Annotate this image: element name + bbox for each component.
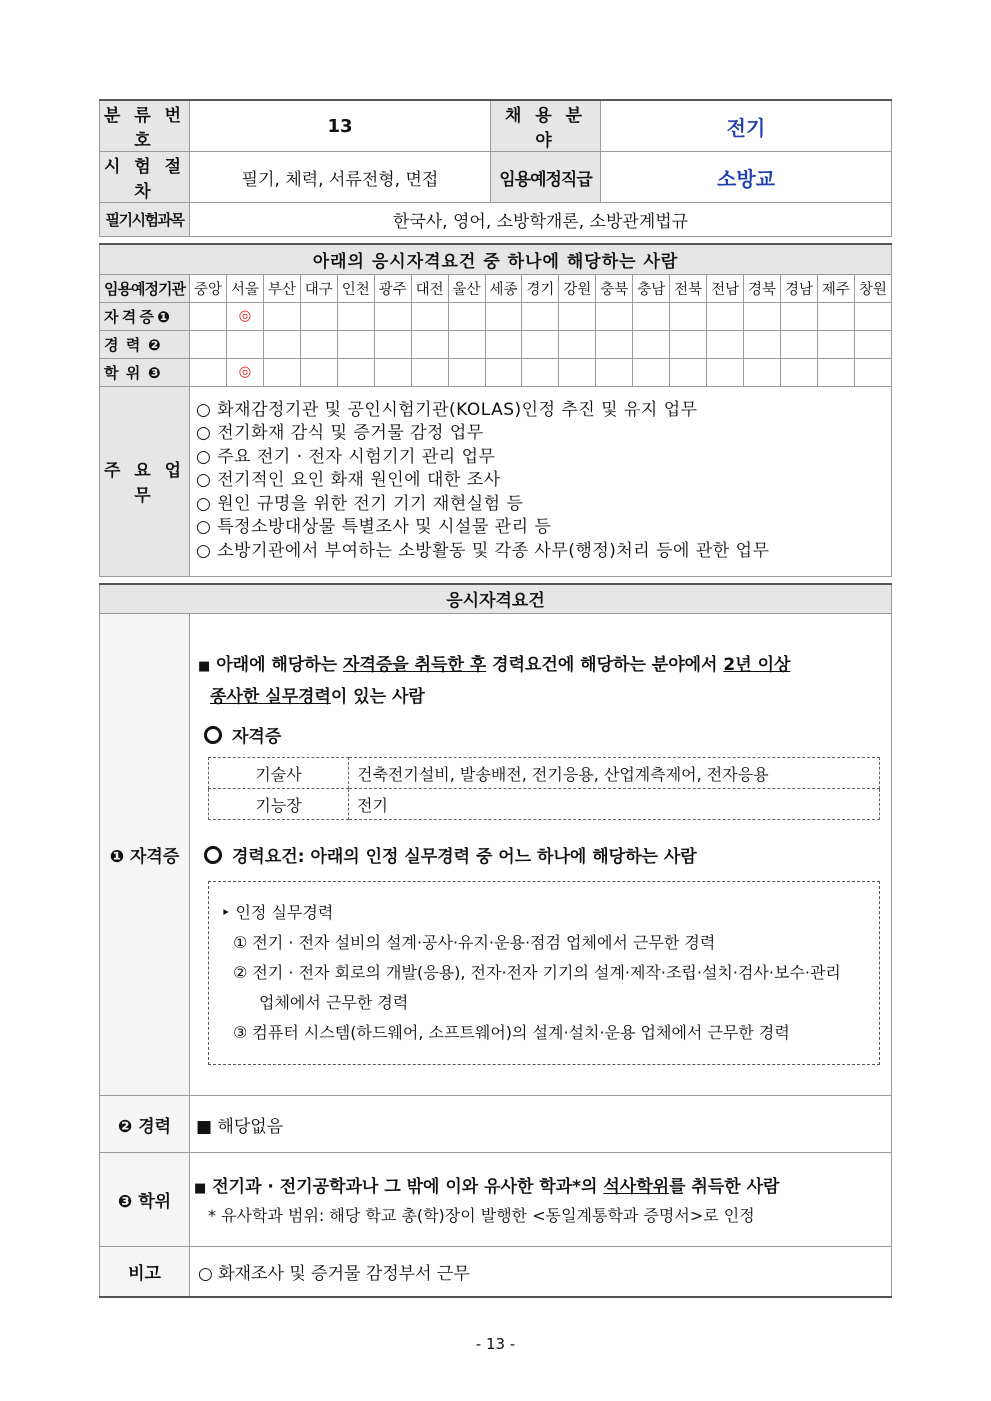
cert-text: 이 있는 사람 bbox=[330, 687, 425, 707]
degree-text-underlined: 석사학위 bbox=[603, 1176, 670, 1197]
region-mark bbox=[817, 358, 854, 386]
region-mark bbox=[670, 302, 707, 330]
region-mark bbox=[596, 302, 633, 330]
requirements-table bbox=[99, 583, 892, 1298]
procedure-label: 시 험 절 차 bbox=[100, 152, 190, 203]
header-table bbox=[99, 99, 892, 237]
duty-item: ○ 화재감정기관 및 공인시험기관(KOLAS)인정 추진 및 유지 업무 bbox=[196, 399, 698, 420]
cert-list: 건축전기설비, 발송배전, 전기응용, 산업계측제어, 전자응용 bbox=[349, 758, 880, 789]
region-name: 대전 bbox=[411, 274, 448, 302]
region-mark bbox=[854, 330, 891, 358]
region-name: 세종 bbox=[485, 274, 522, 302]
region-mark bbox=[337, 330, 374, 358]
experience-value: ■ 해당없음 bbox=[190, 1096, 892, 1153]
region-mark bbox=[300, 330, 337, 358]
region-mark bbox=[300, 302, 337, 330]
region-mark bbox=[781, 358, 818, 386]
region-name: 경기 bbox=[522, 274, 559, 302]
region-mark bbox=[522, 302, 559, 330]
region-table bbox=[99, 243, 892, 577]
experience-subheading bbox=[204, 842, 885, 867]
cert-section bbox=[190, 614, 892, 1096]
region-mark bbox=[300, 358, 337, 386]
region-mark bbox=[817, 302, 854, 330]
duty-item: ○ 소방기관에서 부여하는 소방활동 및 각종 사무(행정)처리 등에 관한 업무 bbox=[196, 540, 770, 561]
region-mark bbox=[337, 302, 374, 330]
region-mark bbox=[374, 330, 411, 358]
region-name: 인천 bbox=[337, 274, 374, 302]
region-name: 제주 bbox=[817, 274, 854, 302]
cert-text-underlined: 자격증을 취득한 후 bbox=[343, 655, 487, 675]
region-mark bbox=[559, 302, 596, 330]
experience-item: ③ 컴퓨터 시스템(하드웨어, 소프트웨어)의 설계·설치·운용 업체에서 근무한 경력 bbox=[233, 1023, 790, 1042]
degree-label: ❸ 학위 bbox=[100, 1153, 190, 1247]
region-row-label: 학 위 ❸ bbox=[100, 358, 190, 386]
region-mark bbox=[817, 330, 854, 358]
region-mark bbox=[485, 302, 522, 330]
cert-text: 아래에 해당하는 bbox=[216, 655, 344, 675]
region-mark bbox=[633, 358, 670, 386]
region-name: 경남 bbox=[781, 274, 818, 302]
ring-bullet-icon bbox=[204, 846, 222, 864]
region-mark bbox=[263, 358, 300, 386]
procedure-value: 필기, 체력, 서류전형, 면접 bbox=[190, 152, 491, 203]
eligibility-banner: 아래의 응시자격요건 중 하나에 해당하는 사람 bbox=[100, 244, 892, 274]
cert-list: 전기 bbox=[349, 789, 880, 820]
cert-text: 경력요건에 해당하는 분야에서 bbox=[486, 655, 724, 675]
region-mark bbox=[707, 302, 744, 330]
region-mark bbox=[485, 358, 522, 386]
degree-requirement bbox=[194, 1172, 891, 1204]
cert-list-table bbox=[208, 757, 880, 820]
cert-text-underlined: 종사한 실무경력 bbox=[210, 687, 331, 707]
experience-title: ‣ 인정 실무경력 bbox=[221, 903, 334, 922]
region-name: 충남 bbox=[633, 274, 670, 302]
page-number: - 13 - bbox=[475, 1335, 516, 1353]
cert-text-underlined: 2년 이상 bbox=[723, 655, 791, 675]
duty-item: ○ 원인 규명을 위한 전기 기기 재현실험 등 bbox=[196, 493, 524, 514]
ring-bullet-icon bbox=[204, 726, 222, 744]
duty-item: ○ 전기화재 감식 및 증거물 감정 업무 bbox=[196, 423, 484, 444]
region-row-label: 경 력 ❷ bbox=[100, 330, 190, 358]
region-mark bbox=[263, 302, 300, 330]
cert-label: ❶ 자격증 bbox=[100, 614, 190, 1096]
region-mark bbox=[522, 358, 559, 386]
recruitment-sheet bbox=[99, 99, 892, 1298]
experience-label: ❷ 경력 bbox=[100, 1096, 190, 1153]
degree-text: 전기과 · 전기공학과나 그 밖에 이와 유사한 학과*의 bbox=[212, 1176, 604, 1197]
duty-item: ○ 특정소방대상물 특별조사 및 시설물 관리 등 bbox=[196, 517, 552, 538]
experience-item: ① 전기 · 전자 설비의 설계·공사·유지·운용·점검 업체에서 근무한 경력 bbox=[233, 933, 716, 952]
region-mark bbox=[226, 330, 263, 358]
region-mark bbox=[190, 302, 227, 330]
region-name: 창원 bbox=[854, 274, 891, 302]
region-label: 임용예정기관 bbox=[100, 274, 190, 302]
region-mark bbox=[559, 330, 596, 358]
remarks-value: ○ 화재조사 및 증거물 감정부서 근무 bbox=[190, 1247, 892, 1297]
region-name: 부산 bbox=[263, 274, 300, 302]
field-label: 채 용 분 야 bbox=[491, 100, 601, 152]
experience-subheading-text: 경력요건: 아래의 인정 실무경력 중 어느 하나에 해당하는 사람 bbox=[232, 847, 697, 867]
region-mark bbox=[596, 330, 633, 358]
region-name: 서울 bbox=[226, 274, 263, 302]
region-mark bbox=[190, 330, 227, 358]
square-bullet-icon: ■ bbox=[194, 1180, 207, 1196]
rank-label: 임용예정직급 bbox=[491, 152, 601, 203]
square-bullet-icon: ■ bbox=[198, 659, 211, 674]
region-mark bbox=[633, 330, 670, 358]
region-name: 광주 bbox=[374, 274, 411, 302]
cert-kind: 기능장 bbox=[209, 789, 349, 820]
cert-requirement-cont bbox=[194, 682, 885, 712]
region-row-label: 자 격 증 ❶ bbox=[100, 302, 190, 330]
cert-subheading-text: 자격증 bbox=[232, 727, 282, 747]
subjects-value: 한국사, 영어, 소방학개론, 소방관계법규 bbox=[190, 203, 892, 237]
region-mark bbox=[485, 330, 522, 358]
region-mark bbox=[744, 302, 781, 330]
region-mark: ◎ bbox=[226, 302, 263, 330]
region-mark bbox=[374, 358, 411, 386]
region-mark bbox=[411, 302, 448, 330]
remarks-label: 비고 bbox=[100, 1247, 190, 1297]
region-mark bbox=[707, 358, 744, 386]
region-mark: ◎ bbox=[226, 358, 263, 386]
region-name: 경북 bbox=[744, 274, 781, 302]
rank-value: 소방교 bbox=[601, 152, 892, 203]
requirements-title: 응시자격요건 bbox=[100, 584, 892, 614]
experience-item: 업체에서 근무한 경력 bbox=[259, 993, 409, 1012]
region-mark bbox=[337, 358, 374, 386]
region-row-cert bbox=[100, 302, 892, 330]
region-mark bbox=[707, 330, 744, 358]
region-mark bbox=[411, 330, 448, 358]
region-mark bbox=[263, 330, 300, 358]
region-name: 강원 bbox=[559, 274, 596, 302]
region-name: 전북 bbox=[670, 274, 707, 302]
region-name: 울산 bbox=[448, 274, 485, 302]
degree-section bbox=[190, 1153, 892, 1247]
cert-kind: 기술사 bbox=[209, 758, 349, 789]
region-mark bbox=[448, 358, 485, 386]
region-mark bbox=[190, 358, 227, 386]
region-mark bbox=[596, 358, 633, 386]
region-mark bbox=[670, 330, 707, 358]
region-mark bbox=[374, 302, 411, 330]
region-mark bbox=[448, 302, 485, 330]
subjects-label: 필기시험과목 bbox=[100, 203, 190, 237]
region-mark bbox=[744, 330, 781, 358]
class-no-value: 13 bbox=[190, 100, 491, 152]
duties-label: 주 요 업 무 bbox=[100, 386, 190, 576]
region-mark bbox=[411, 358, 448, 386]
region-mark bbox=[854, 302, 891, 330]
region-name: 전남 bbox=[707, 274, 744, 302]
region-mark bbox=[744, 358, 781, 386]
region-row-degree bbox=[100, 358, 892, 386]
region-mark bbox=[670, 358, 707, 386]
region-name: 중앙 bbox=[190, 274, 227, 302]
experience-box bbox=[208, 881, 880, 1065]
region-mark bbox=[559, 358, 596, 386]
cert-subheading bbox=[204, 722, 885, 747]
experience-item: ② 전기 · 전자 회로의 개발(응용), 전자·전자 기기의 설계·제작·조립·설치·검사·보수·관리 bbox=[233, 963, 841, 982]
region-mark bbox=[781, 302, 818, 330]
cert-requirement bbox=[194, 650, 885, 682]
duty-item: ○ 주요 전기 · 전자 시험기기 관리 업무 bbox=[196, 446, 496, 467]
field-value: 전기 bbox=[601, 100, 892, 152]
region-name: 충북 bbox=[596, 274, 633, 302]
region-mark bbox=[448, 330, 485, 358]
degree-note: * 유사학과 범위: 해당 학교 총(학)장이 발행한 <동일계통학과 증명서>로 인정 bbox=[208, 1205, 755, 1225]
degree-text: 를 취득한 사람 bbox=[669, 1176, 780, 1197]
region-mark bbox=[633, 302, 670, 330]
region-mark bbox=[854, 358, 891, 386]
duties-list bbox=[190, 386, 892, 576]
region-row-experience bbox=[100, 330, 892, 358]
class-no-label: 분 류 번 호 bbox=[100, 100, 190, 152]
duty-item: ○ 전기적인 요인 화재 원인에 대한 조사 bbox=[196, 470, 501, 491]
region-mark bbox=[781, 330, 818, 358]
region-name: 대구 bbox=[300, 274, 337, 302]
region-mark bbox=[522, 330, 559, 358]
